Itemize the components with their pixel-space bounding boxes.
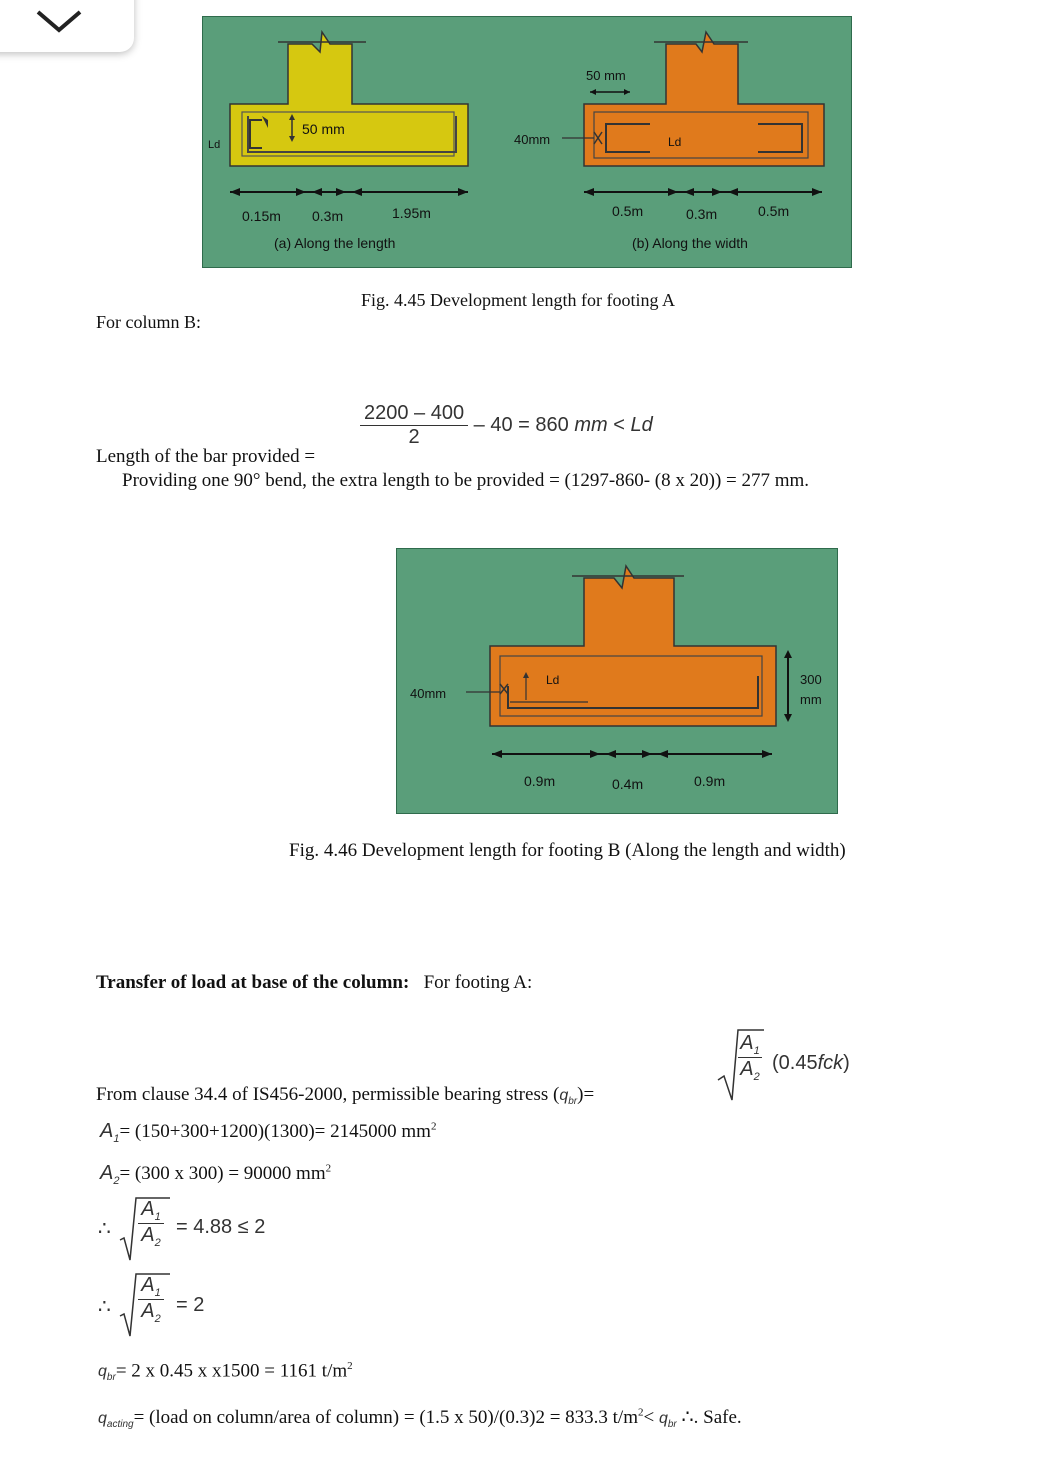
ld-label-b: Ld	[668, 135, 682, 149]
ratio-fraction-2: $A_1$ $A_2$	[138, 1274, 164, 1325]
figure-4-45	[202, 16, 852, 268]
dim-b-1: 0.5m	[612, 203, 644, 219]
top-cover-label-b: 50 mm	[586, 68, 626, 83]
a1-equation: $A_1= (150+300+1200)(1300)= 2145000$ $mm^2$	[100, 1120, 437, 1145]
ratio-value-2: = 2	[176, 1294, 205, 1316]
side-cover-label-c: 40mm	[410, 686, 447, 701]
dim-c-1: 0.9m	[524, 773, 556, 789]
dim-b-3: 0.5m	[758, 203, 790, 219]
ratio-fraction-1: $A_1$ $A_2$	[138, 1198, 164, 1249]
chevron-down-icon	[34, 6, 84, 36]
bar-length-label: Length of the bar provided =	[96, 446, 316, 467]
dim-c-3: 0.9m	[694, 773, 726, 789]
ratio-value-1: = 4.88 ≤ 2	[176, 1216, 266, 1238]
cover-label-a: 50 mm	[302, 121, 345, 137]
caption-b: (b) Along the width	[632, 235, 748, 251]
section-heading-column-b: For column B:	[96, 312, 202, 332]
transfer-heading: Transfer of load at base of the column: For footing A:	[96, 972, 533, 993]
dim-a-1: 0.15m	[242, 208, 281, 224]
fig-4-45-caption: Fig. 4.45 Development length for footing A	[361, 290, 675, 310]
bar-length-equation: $\frac{2200 - 400}{2}$ – 40 = 860 mm < Ld	[360, 402, 653, 449]
permissible-coef: (0.45fck)	[772, 1052, 850, 1074]
dim-b-2: 0.3m	[686, 206, 718, 222]
fig-4-46-caption: Fig. 4.46 Development length for footing B (Along the length and width)	[289, 840, 846, 861]
figure-4-46	[396, 548, 838, 814]
qbr-equation: $q_{br}= 2$ x 0.45 x x1500 = 1161 $t/m^2$	[98, 1360, 353, 1384]
depth-label-bottom: mm	[800, 692, 822, 707]
collapse-button[interactable]	[0, 0, 134, 52]
therefore-symbol-1: ∴	[98, 1218, 111, 1240]
q-acting-equation: $q_{acting}=$ (load on column/area of column) = (1.5 x 50)/(0.3)2 = 833.3 $t/m^2< q_{br}$ ∴. Safe.	[98, 1406, 742, 1431]
dim-c-2: 0.4m	[612, 776, 644, 792]
dim-a-3: 1.95m	[392, 205, 431, 221]
ld-label-a: Ld	[208, 139, 221, 151]
bend-length-text: Providing one 90° bend, the extra length to be provided = (1297-860- (8 x 20)) = 277 mm.	[122, 470, 810, 491]
caption-a: (a) Along the length	[274, 235, 396, 251]
therefore-symbol-2: ∴	[98, 1296, 111, 1318]
sqrt-fraction-formula: $A_1$ $A_2$	[738, 1032, 762, 1083]
side-cover-label-b: 40mm	[514, 132, 551, 147]
ld-label-c: Ld	[546, 673, 560, 687]
a2-equation: $A_2= (300$ x 300) = 90000 $mm^2$	[100, 1162, 332, 1187]
dim-a-2: 0.3m	[312, 208, 344, 224]
bearing-stress-clause: From clause 34.4 of IS456-2000, permissible bearing stress $(q_{br})=$	[96, 1084, 595, 1108]
depth-label-top: 300	[800, 672, 822, 687]
